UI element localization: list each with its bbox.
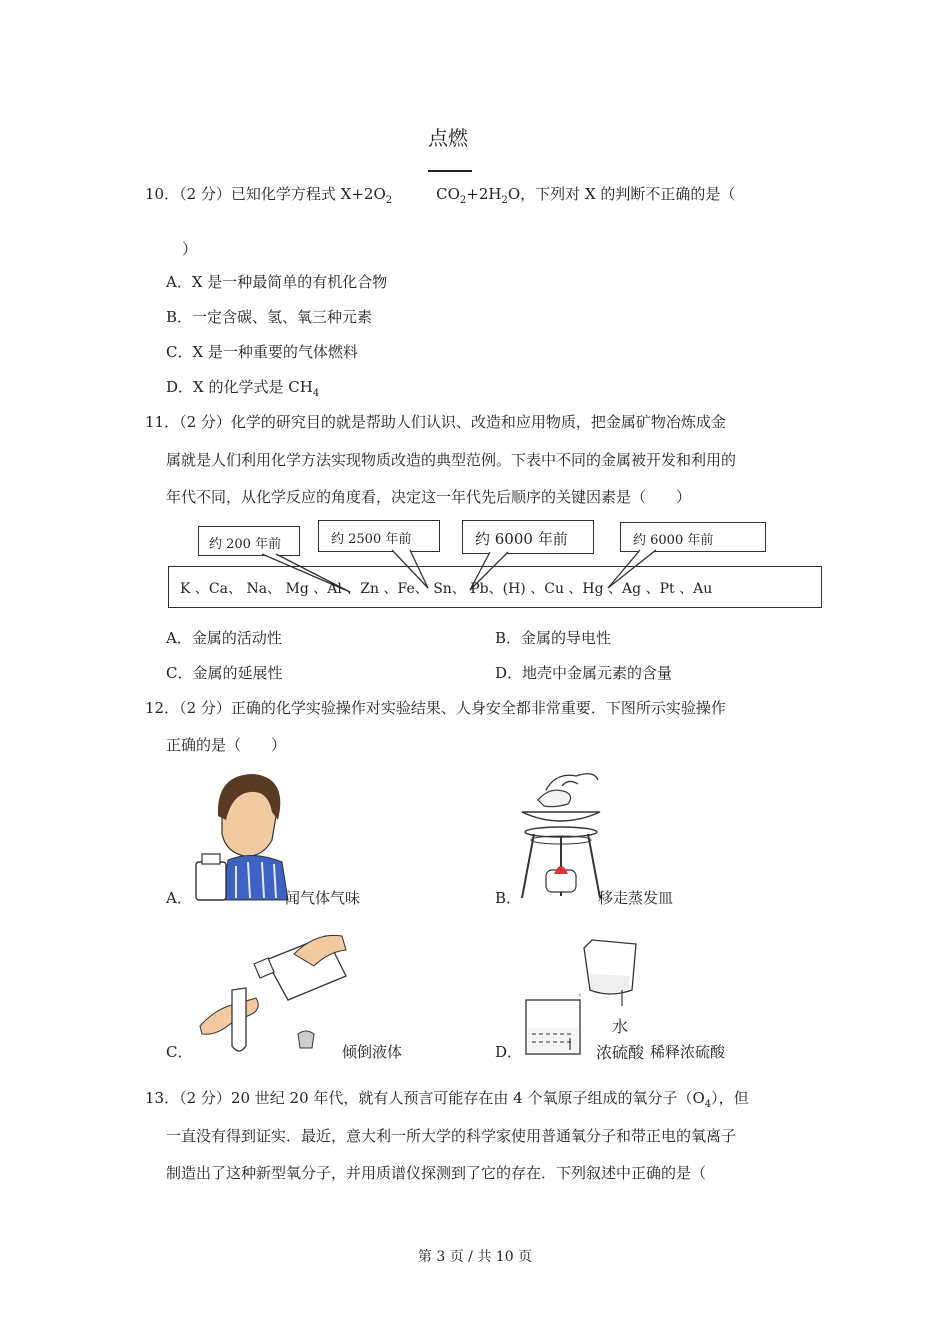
q11-option-a[interactable]: A．金属的活动性	[166, 629, 282, 647]
metal-mg: Mg	[285, 581, 309, 597]
q12-option-b-caption: 移走蒸发皿	[598, 889, 674, 907]
question-score: （2 分）	[179, 413, 231, 431]
callout-6000-b: 约 6000 年前	[620, 522, 766, 552]
paren-close: ）	[182, 240, 198, 258]
page-footer: 第 3 页 / 共 10 页	[417, 1249, 533, 1265]
question-number: 13．	[145, 1089, 180, 1107]
metal-hg: Hg	[582, 581, 604, 597]
q12-option-a-caption: 闻气体气味	[285, 889, 361, 907]
question-11-line2: 属就是人们利用化学方法实现物质改造的典型范例。下表中不同的金属被开发和利用的	[166, 451, 737, 469]
metal-cu: Cu	[544, 581, 564, 597]
metal-sn: Sn	[433, 581, 452, 597]
q11-option-d[interactable]: D．地壳中金属元素的含量	[495, 664, 673, 682]
question-score: （2 分）	[179, 1089, 231, 1107]
question-10-line: 10．（2 分）已知化学方程式 $X+2O_2$ $CO_2+2H_2O$，下列对 X 的判断不正确的是（	[145, 185, 736, 206]
question-12-line1: 12．（2 分）正确的化学实验操作对实验结果、人身安全都非常重要．下图所示实验操作	[145, 699, 726, 717]
metal-zn: Zn	[360, 581, 380, 597]
q10-option-d[interactable]: D．X 的化学式是 $CH_4$	[166, 378, 320, 399]
metal-ca: Ca	[208, 581, 228, 597]
callout-200: 约 200 年前	[198, 526, 300, 556]
metal-na: Na	[246, 581, 268, 597]
label-water: 水	[612, 1017, 629, 1036]
figure-smell-gas	[192, 770, 292, 904]
q12-option-d-label[interactable]: D．	[495, 1043, 523, 1061]
question-13-line3: 制造出了这种新型氧分子，并用质谱仪探测到了它的存在．下列叙述中正确的是（	[166, 1164, 707, 1182]
q11-option-b[interactable]: B．金属的导电性	[495, 629, 612, 647]
q10-option-a[interactable]: A．X 是一种最简单的有机化合物	[166, 273, 388, 291]
q12-option-a-label[interactable]: A．	[166, 889, 192, 907]
callout-6000-a: 约 6000 年前	[462, 520, 594, 554]
metal-pb: Pb	[470, 581, 489, 597]
metal-fe: Fe	[397, 581, 415, 597]
question-score: （2 分）	[179, 185, 231, 203]
q12-option-c-label[interactable]: C．	[166, 1043, 193, 1061]
metal-k: K	[180, 581, 191, 597]
metal-au: Au	[693, 581, 713, 597]
q10-option-b[interactable]: B．一定含碳、氢、氧三种元素	[166, 308, 373, 326]
label-conc-acid: 浓硫酸	[596, 1043, 645, 1062]
metal-series-text: K 、Ca、 Na、 Mg 、Al 、Zn 、Fe、 Sn、 Pb、(H) 、Cu 、Hg 、Ag 、Pt 、Au	[180, 581, 713, 597]
q10-option-c[interactable]: C．X 是一种重要的气体燃料	[166, 343, 358, 361]
metal-ag: Ag	[622, 581, 642, 597]
question-12-line2: 正确的是（ ）	[166, 736, 287, 754]
callout-2500: 约 2500 年前	[318, 520, 440, 552]
question-13-line1: 13．（2 分）20 世纪 20 年代，就有人预言可能存在由 4 个氧原子组成的氧分子$(O_4)$，但	[145, 1089, 749, 1110]
metal-al: Al	[327, 581, 342, 597]
figure-pour-liquid	[196, 926, 356, 1060]
metal-pt: Pt	[659, 581, 675, 597]
figure-evaporating-dish	[516, 766, 606, 904]
question-11-line3: 年代不同，从化学反应的角度看，决定这一年代先后顺序的关键因素是（ ）	[166, 488, 692, 506]
q12-option-c-caption: 倾倒液体	[342, 1043, 403, 1061]
question-13-line2: 一直没有得到证实．最近，意大利一所大学的科学家使用普通氧分子和带正电的氧离子	[166, 1127, 737, 1145]
question-number: 12．	[145, 699, 180, 717]
question-score: （2 分）	[179, 699, 231, 717]
q12-option-d-caption: 稀释浓硫酸	[650, 1043, 726, 1061]
metal-h: (H)	[502, 581, 526, 597]
question-11-line1: 11．（2 分）化学的研究目的就是帮助人们认识、改造和应用物质，把金属矿物冶炼成金	[145, 413, 726, 431]
reaction-condition: 点燃	[428, 126, 468, 150]
callout-pointers	[0, 0, 950, 620]
q12-option-b-label[interactable]: B．	[495, 889, 522, 907]
question-number: 11．	[145, 413, 180, 431]
question-number: 10．	[145, 185, 180, 203]
q11-option-c[interactable]: C．金属的延展性	[166, 664, 283, 682]
